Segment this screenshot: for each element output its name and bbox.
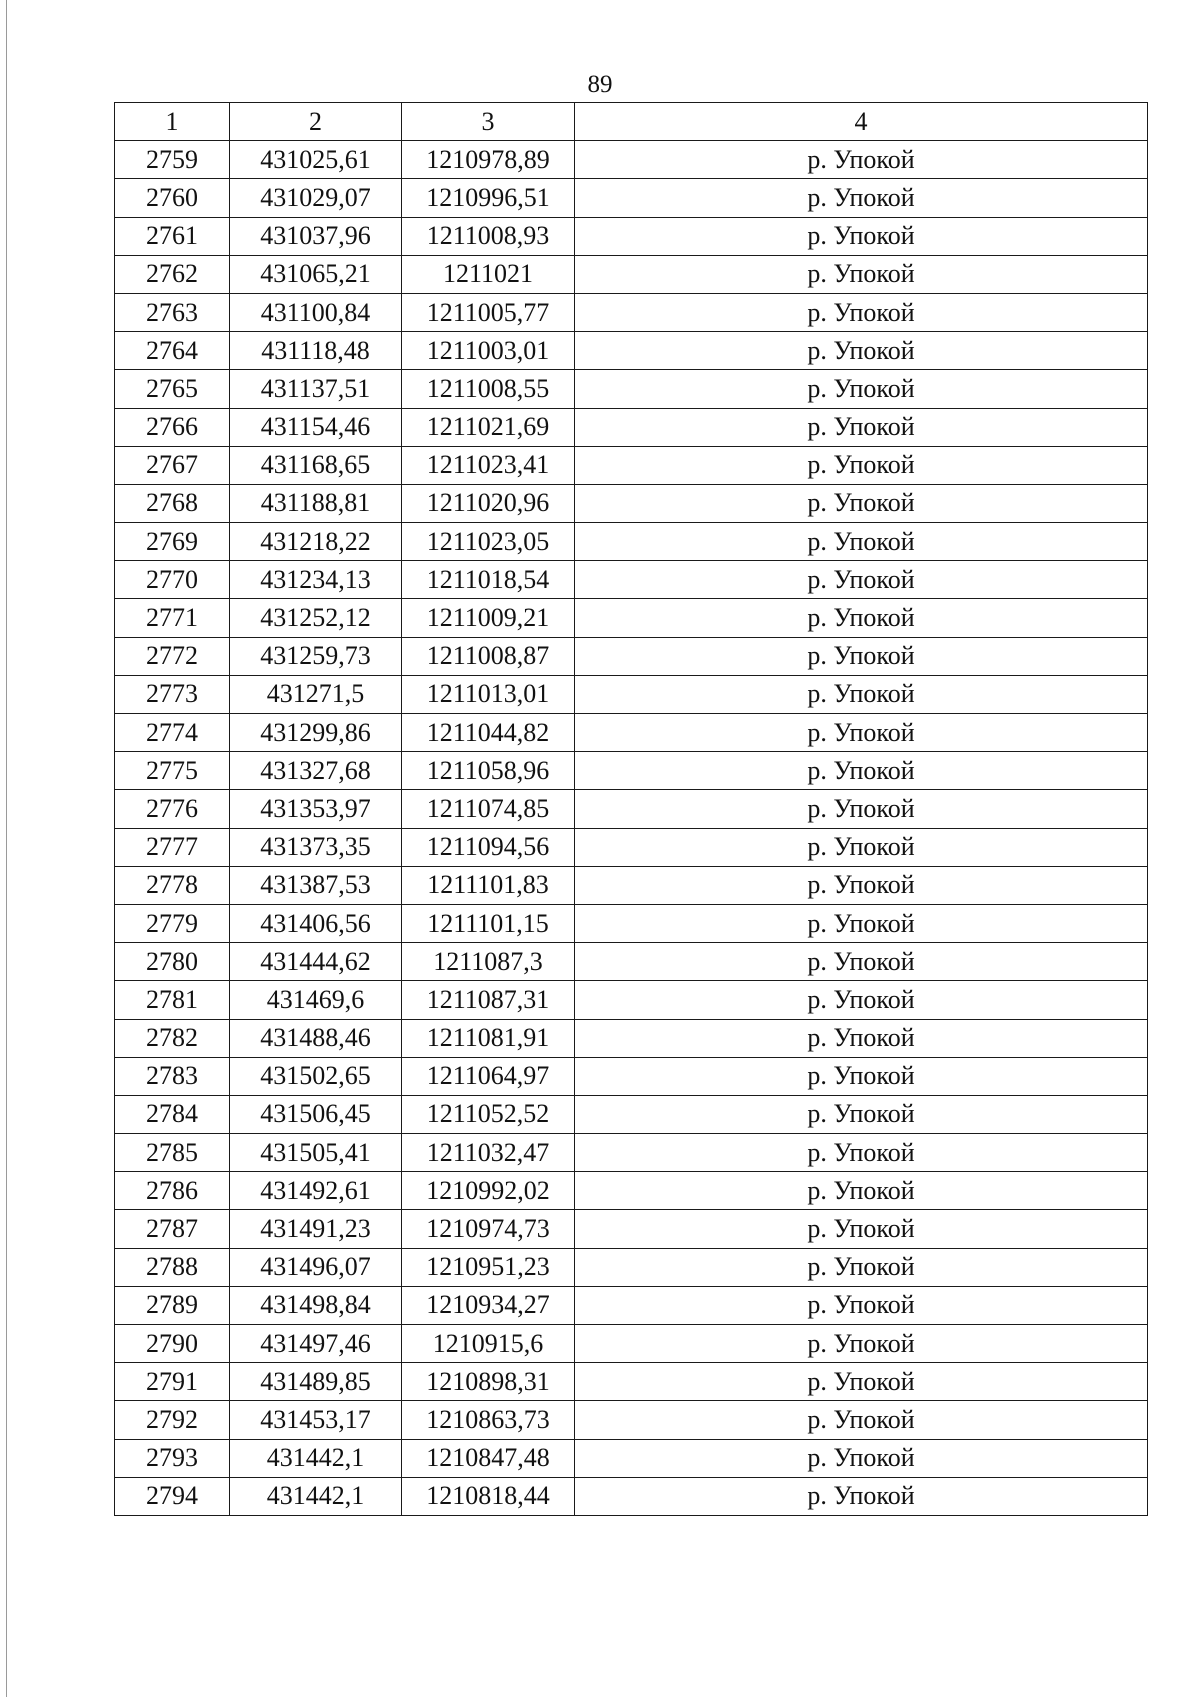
description-cell: р. Упокой	[575, 904, 1148, 942]
y-coordinate-cell: 1210898,31	[402, 1363, 575, 1401]
description-cell: р. Упокой	[575, 446, 1148, 484]
table-row	[115, 790, 1148, 828]
column-header: 2	[230, 103, 402, 141]
point-number-cell: 2785	[115, 1134, 230, 1172]
y-coordinate-cell: 1211081,91	[402, 1019, 575, 1057]
table-row	[115, 904, 1148, 942]
x-coordinate-cell: 431497,46	[230, 1325, 402, 1363]
point-number-cell: 2768	[115, 484, 230, 522]
description-cell: р. Упокой	[575, 752, 1148, 790]
x-coordinate-cell: 431259,73	[230, 637, 402, 675]
y-coordinate-cell: 1211023,41	[402, 446, 575, 484]
table-row	[115, 141, 1148, 179]
y-coordinate-cell: 1211032,47	[402, 1134, 575, 1172]
y-coordinate-cell: 1210996,51	[402, 179, 575, 217]
point-number-cell: 2791	[115, 1363, 230, 1401]
table-row	[115, 1477, 1148, 1515]
table-row	[115, 1248, 1148, 1286]
x-coordinate-cell: 431252,12	[230, 599, 402, 637]
x-coordinate-cell: 431387,53	[230, 866, 402, 904]
description-cell: р. Упокой	[575, 1286, 1148, 1324]
x-coordinate-cell: 431353,97	[230, 790, 402, 828]
y-coordinate-cell: 1211021	[402, 255, 575, 293]
point-number-cell: 2787	[115, 1210, 230, 1248]
x-coordinate-cell: 431373,35	[230, 828, 402, 866]
y-coordinate-cell: 1211013,01	[402, 675, 575, 713]
point-number-cell: 2793	[115, 1439, 230, 1477]
description-cell: р. Упокой	[575, 828, 1148, 866]
point-number-cell: 2780	[115, 943, 230, 981]
description-cell: р. Упокой	[575, 1248, 1148, 1286]
x-coordinate-cell: 431506,45	[230, 1095, 402, 1133]
x-coordinate-cell: 431488,46	[230, 1019, 402, 1057]
y-coordinate-cell: 1210992,02	[402, 1172, 575, 1210]
description-cell: р. Упокой	[575, 675, 1148, 713]
description-cell: р. Упокой	[575, 332, 1148, 370]
x-coordinate-cell: 431271,5	[230, 675, 402, 713]
description-cell: р. Упокой	[575, 714, 1148, 752]
point-number-cell: 2790	[115, 1325, 230, 1363]
x-coordinate-cell: 431154,46	[230, 408, 402, 446]
description-cell: р. Упокой	[575, 1477, 1148, 1515]
table-row	[115, 1210, 1148, 1248]
y-coordinate-cell: 1210915,6	[402, 1325, 575, 1363]
table-row	[115, 599, 1148, 637]
x-coordinate-cell: 431453,17	[230, 1401, 402, 1439]
y-coordinate-cell: 1211008,55	[402, 370, 575, 408]
x-coordinate-cell: 431496,07	[230, 1248, 402, 1286]
x-coordinate-cell: 431029,07	[230, 179, 402, 217]
y-coordinate-cell: 1211094,56	[402, 828, 575, 866]
x-coordinate-cell: 431299,86	[230, 714, 402, 752]
table-row	[115, 293, 1148, 331]
y-coordinate-cell: 1211003,01	[402, 332, 575, 370]
y-coordinate-cell: 1211008,87	[402, 637, 575, 675]
point-number-cell: 2774	[115, 714, 230, 752]
x-coordinate-cell: 431505,41	[230, 1134, 402, 1172]
column-header: 4	[575, 103, 1148, 141]
y-coordinate-cell: 1210934,27	[402, 1286, 575, 1324]
description-cell: р. Упокой	[575, 484, 1148, 522]
table-row	[115, 1363, 1148, 1401]
table-row	[115, 1172, 1148, 1210]
description-cell: р. Упокой	[575, 790, 1148, 828]
y-coordinate-cell: 1211101,15	[402, 904, 575, 942]
y-coordinate-cell: 1211052,52	[402, 1095, 575, 1133]
description-cell: р. Упокой	[575, 637, 1148, 675]
description-cell: р. Упокой	[575, 141, 1148, 179]
page-number: 89	[587, 71, 613, 98]
table-row	[115, 1401, 1148, 1439]
y-coordinate-cell: 1211005,77	[402, 293, 575, 331]
table-row	[115, 981, 1148, 1019]
table-row	[115, 866, 1148, 904]
x-coordinate-cell: 431118,48	[230, 332, 402, 370]
column-header: 1	[115, 103, 230, 141]
x-coordinate-cell: 431492,61	[230, 1172, 402, 1210]
point-number-cell: 2781	[115, 981, 230, 1019]
x-coordinate-cell: 431234,13	[230, 561, 402, 599]
y-coordinate-cell: 1211020,96	[402, 484, 575, 522]
point-number-cell: 2769	[115, 523, 230, 561]
table-row	[115, 370, 1148, 408]
description-cell: р. Упокой	[575, 293, 1148, 331]
x-coordinate-cell: 431498,84	[230, 1286, 402, 1324]
table-row	[115, 752, 1148, 790]
y-coordinate-cell: 1210978,89	[402, 141, 575, 179]
description-cell: р. Упокой	[575, 1172, 1148, 1210]
description-cell: р. Упокой	[575, 1439, 1148, 1477]
point-number-cell: 2794	[115, 1477, 230, 1515]
table-row	[115, 1095, 1148, 1133]
table-row	[115, 637, 1148, 675]
y-coordinate-cell: 1211087,3	[402, 943, 575, 981]
table-row	[115, 179, 1148, 217]
y-coordinate-cell: 1210974,73	[402, 1210, 575, 1248]
y-coordinate-cell: 1211009,21	[402, 599, 575, 637]
point-number-cell: 2792	[115, 1401, 230, 1439]
table-row	[115, 1286, 1148, 1324]
point-number-cell: 2789	[115, 1286, 230, 1324]
x-coordinate-cell: 431188,81	[230, 484, 402, 522]
description-cell: р. Упокой	[575, 943, 1148, 981]
y-coordinate-cell: 1211074,85	[402, 790, 575, 828]
column-header: 3	[402, 103, 575, 141]
description-cell: р. Упокой	[575, 1019, 1148, 1057]
point-number-cell: 2788	[115, 1248, 230, 1286]
point-number-cell: 2767	[115, 446, 230, 484]
coordinates-table	[114, 102, 1148, 1516]
table-row	[115, 217, 1148, 255]
x-coordinate-cell: 431444,62	[230, 943, 402, 981]
point-number-cell: 2782	[115, 1019, 230, 1057]
y-coordinate-cell: 1210951,23	[402, 1248, 575, 1286]
table-row	[115, 828, 1148, 866]
y-coordinate-cell: 1211087,31	[402, 981, 575, 1019]
description-cell: р. Упокой	[575, 561, 1148, 599]
table-row	[115, 675, 1148, 713]
point-number-cell: 2770	[115, 561, 230, 599]
y-coordinate-cell: 1210863,73	[402, 1401, 575, 1439]
point-number-cell: 2784	[115, 1095, 230, 1133]
description-cell: р. Упокой	[575, 370, 1148, 408]
table-row	[115, 714, 1148, 752]
x-coordinate-cell: 431442,1	[230, 1477, 402, 1515]
x-coordinate-cell: 431491,23	[230, 1210, 402, 1248]
point-number-cell: 2760	[115, 179, 230, 217]
y-coordinate-cell: 1211058,96	[402, 752, 575, 790]
table-row	[115, 1057, 1148, 1095]
description-cell: р. Упокой	[575, 179, 1148, 217]
point-number-cell: 2759	[115, 141, 230, 179]
description-cell: р. Упокой	[575, 408, 1148, 446]
description-cell: р. Упокой	[575, 1057, 1148, 1095]
x-coordinate-cell: 431100,84	[230, 293, 402, 331]
y-coordinate-cell: 1210847,48	[402, 1439, 575, 1477]
point-number-cell: 2776	[115, 790, 230, 828]
point-number-cell: 2762	[115, 255, 230, 293]
description-cell: р. Упокой	[575, 1134, 1148, 1172]
x-coordinate-cell: 431327,68	[230, 752, 402, 790]
description-cell: р. Упокой	[575, 866, 1148, 904]
x-coordinate-cell: 431469,6	[230, 981, 402, 1019]
table-row	[115, 1439, 1148, 1477]
table-row	[115, 1134, 1148, 1172]
point-number-cell: 2778	[115, 866, 230, 904]
point-number-cell: 2786	[115, 1172, 230, 1210]
description-cell: р. Упокой	[575, 1401, 1148, 1439]
y-coordinate-cell: 1210818,44	[402, 1477, 575, 1515]
table-row	[115, 561, 1148, 599]
x-coordinate-cell: 431025,61	[230, 141, 402, 179]
y-coordinate-cell: 1211044,82	[402, 714, 575, 752]
point-number-cell: 2761	[115, 217, 230, 255]
description-cell: р. Упокой	[575, 217, 1148, 255]
description-cell: р. Упокой	[575, 981, 1148, 1019]
description-cell: р. Упокой	[575, 255, 1148, 293]
x-coordinate-cell: 431065,21	[230, 255, 402, 293]
y-coordinate-cell: 1211008,93	[402, 217, 575, 255]
table-row	[115, 255, 1148, 293]
x-coordinate-cell: 431218,22	[230, 523, 402, 561]
table-row	[115, 943, 1148, 981]
point-number-cell: 2766	[115, 408, 230, 446]
table-row	[115, 408, 1148, 446]
table-row	[115, 332, 1148, 370]
description-cell: р. Упокой	[575, 599, 1148, 637]
x-coordinate-cell: 431442,1	[230, 1439, 402, 1477]
x-coordinate-cell: 431168,65	[230, 446, 402, 484]
x-coordinate-cell: 431489,85	[230, 1363, 402, 1401]
scan-edge-line	[6, 0, 7, 1697]
point-number-cell: 2771	[115, 599, 230, 637]
y-coordinate-cell: 1211064,97	[402, 1057, 575, 1095]
x-coordinate-cell: 431502,65	[230, 1057, 402, 1095]
table-row	[115, 446, 1148, 484]
table-row	[115, 523, 1148, 561]
point-number-cell: 2773	[115, 675, 230, 713]
description-cell: р. Упокой	[575, 1095, 1148, 1133]
point-number-cell: 2772	[115, 637, 230, 675]
x-coordinate-cell: 431406,56	[230, 904, 402, 942]
description-cell: р. Упокой	[575, 1363, 1148, 1401]
point-number-cell: 2775	[115, 752, 230, 790]
description-cell: р. Упокой	[575, 523, 1148, 561]
point-number-cell: 2764	[115, 332, 230, 370]
table-header-row	[115, 103, 1148, 141]
description-cell: р. Упокой	[575, 1325, 1148, 1363]
point-number-cell: 2779	[115, 904, 230, 942]
point-number-cell: 2763	[115, 293, 230, 331]
y-coordinate-cell: 1211018,54	[402, 561, 575, 599]
y-coordinate-cell: 1211023,05	[402, 523, 575, 561]
point-number-cell: 2765	[115, 370, 230, 408]
point-number-cell: 2777	[115, 828, 230, 866]
x-coordinate-cell: 431037,96	[230, 217, 402, 255]
table-row	[115, 1325, 1148, 1363]
point-number-cell: 2783	[115, 1057, 230, 1095]
table-body	[115, 141, 1148, 1516]
y-coordinate-cell: 1211021,69	[402, 408, 575, 446]
x-coordinate-cell: 431137,51	[230, 370, 402, 408]
table-row	[115, 484, 1148, 522]
description-cell: р. Упокой	[575, 1210, 1148, 1248]
table-row	[115, 1019, 1148, 1057]
y-coordinate-cell: 1211101,83	[402, 866, 575, 904]
